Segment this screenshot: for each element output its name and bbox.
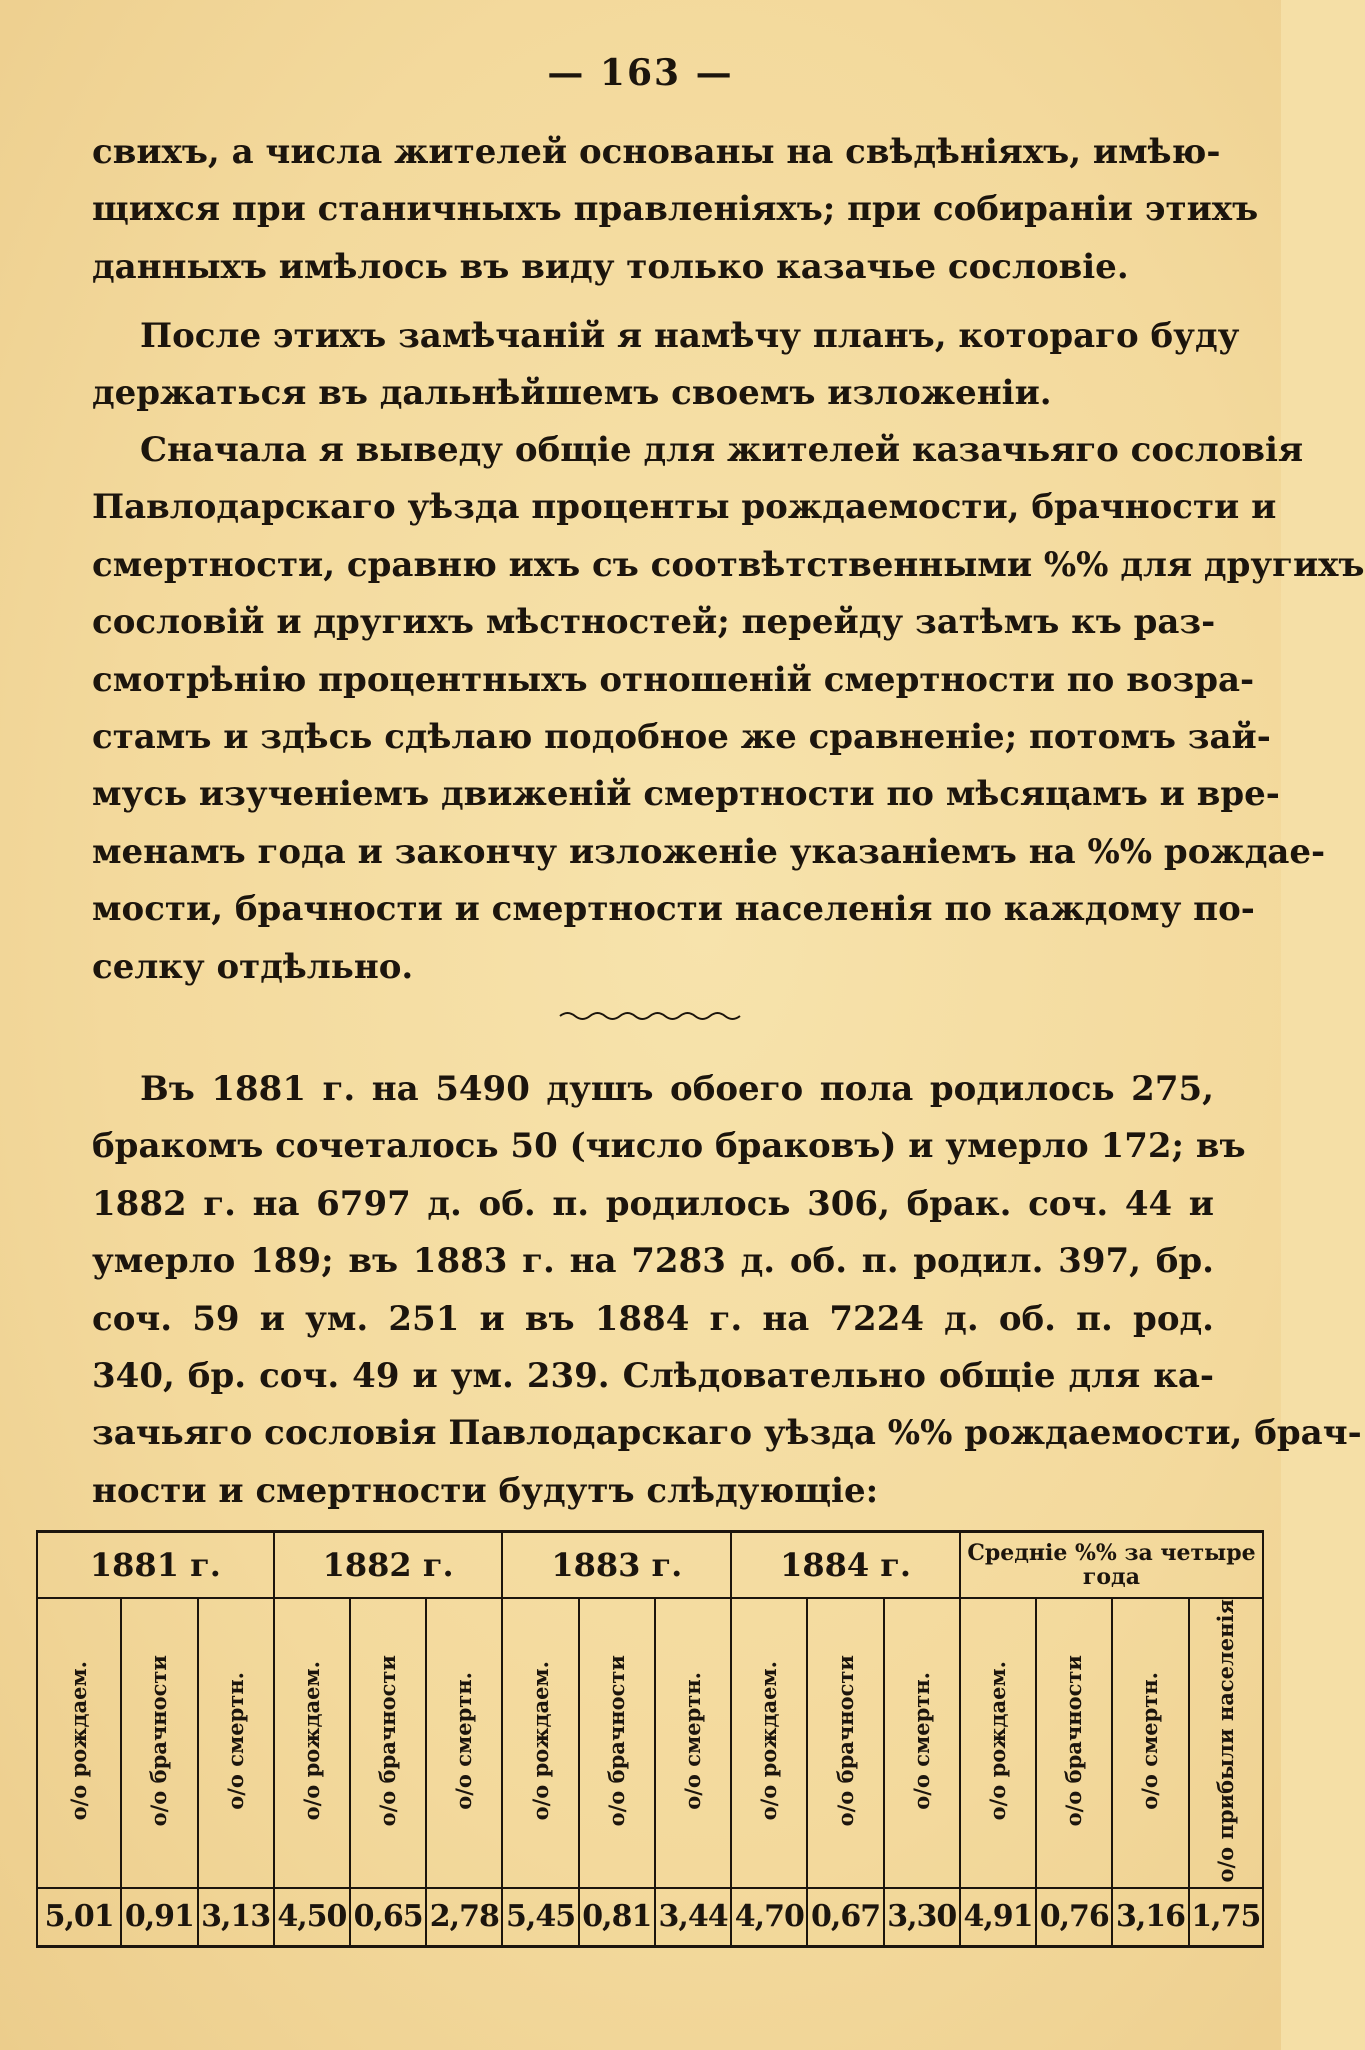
- text-line: умерло 189; въ 1883 г. на 7283 д. об. п. родил. 397, бр.: [92, 1241, 1214, 1282]
- text-line: После этихъ замѣчаній я намѣчу планъ, котораго буду: [140, 316, 1240, 356]
- text-line: соч. 59 и ум. 251 и въ 1884 г. на 7224 д. об. п. род.: [92, 1298, 1214, 1339]
- text-line: Въ 1881 г. на 5490 душъ обоего пола родилось 275,: [140, 1069, 1214, 1109]
- table-cell: 0,76: [1036, 1888, 1112, 1947]
- text-line: Павлодарскаго уѣзда проценты рождаемости, брачности и: [92, 487, 1277, 528]
- text-line: ности и смертности будутъ слѣдующіе:: [92, 1470, 879, 1511]
- subheader-death-rate: о/о смертн.: [426, 1598, 502, 1888]
- text-line: смертности, сравню ихъ съ соотвѣтственными %% для другихъ: [92, 544, 1365, 585]
- table-cell: 0,91: [121, 1888, 197, 1947]
- subheader-birth-rate: о/о рождаем.: [960, 1598, 1036, 1888]
- subheader-population-growth: о/о прибыли населенія: [1189, 1598, 1263, 1888]
- subheader-marriage-rate: о/о брачности: [121, 1598, 197, 1888]
- text-line: 1882 г. на 6797 д. об. п. родилось 306, брак. соч. 44 и: [92, 1183, 1214, 1224]
- table-cell: 4,91: [960, 1888, 1036, 1947]
- column-header-1881: 1881 г.: [37, 1532, 274, 1599]
- table-cell: 5,01: [37, 1888, 121, 1947]
- text-line: щихся при станичныхъ правленіяхъ; при собираніи этихъ: [92, 189, 1259, 230]
- text-line: стамъ и здѣсь сдѣлаю подобное же сравненіе; потомъ зай-: [92, 716, 1271, 757]
- table-cell: 3,30: [884, 1888, 960, 1947]
- table-cell: 2,78: [426, 1888, 502, 1947]
- table-cell: 4,70: [731, 1888, 807, 1947]
- column-header-average: Средніе %% за четыре года: [960, 1532, 1263, 1599]
- text-line: мости, брачности и смертности населенія по каждому по-: [92, 889, 1255, 930]
- paragraph-data: [92, 1061, 1362, 1520]
- subheader-marriage-rate: о/о брачности: [579, 1598, 655, 1888]
- text-line: мусь изученіемъ движеній смертности по мѣсяцамъ и вре-: [92, 774, 1280, 815]
- table-header-row: [37, 1532, 1263, 1599]
- table-row: [37, 1888, 1263, 1947]
- table-cell: 3,44: [655, 1888, 731, 1947]
- subheader-birth-rate: о/о рождаем.: [731, 1598, 807, 1888]
- subheader-birth-rate: о/о рождаем.: [37, 1598, 121, 1888]
- text-line: зачьяго сословія Павлодарскаго уѣзда %% рождаемости, брач-: [92, 1413, 1362, 1454]
- subheader-birth-rate: о/о рождаем.: [502, 1598, 578, 1888]
- text-line: селку отдѣльно.: [92, 946, 414, 987]
- paragraph-plan: [92, 422, 1365, 996]
- subheader-death-rate: о/о смертн.: [655, 1598, 731, 1888]
- text-line: Сначала я выведу общіе для жителей казачьяго сословія: [140, 430, 1304, 470]
- text-line: свихъ, а числа жителей основаны на свѣдѣніяхъ, имѣю-: [92, 132, 1221, 172]
- table-cell: 0,65: [350, 1888, 426, 1947]
- paragraph-plan-intro: [92, 308, 1240, 423]
- text-line: данныхъ имѣлось въ виду только казачье сословіе.: [92, 246, 1129, 287]
- statistics-table: [36, 1530, 1264, 1948]
- paragraph-continued: [92, 124, 1259, 296]
- table-subheader-row: [37, 1598, 1263, 1888]
- table-cell: 3,13: [198, 1888, 274, 1947]
- subheader-death-rate: о/о смертн.: [1112, 1598, 1188, 1888]
- table-cell: 1,75: [1189, 1888, 1263, 1947]
- table-cell: 5,45: [502, 1888, 578, 1947]
- column-header-1884: 1884 г.: [731, 1532, 960, 1599]
- text-line: держаться въ дальнѣйшемъ своемъ изложеніи.: [92, 373, 1052, 414]
- page-number: — 163 —: [547, 52, 734, 94]
- subheader-death-rate: о/о смертн.: [884, 1598, 960, 1888]
- text-line: менамъ года и закончу изложеніе указаніемъ на %% рождае-: [92, 831, 1326, 872]
- table-cell: 0,81: [579, 1888, 655, 1947]
- subheader-death-rate: о/о смертн.: [198, 1598, 274, 1888]
- text-line: смотрѣнію процентныхъ отношеній смертности по возра-: [92, 659, 1255, 700]
- subheader-marriage-rate: о/о брачности: [350, 1598, 426, 1888]
- text-line: сословій и другихъ мѣстностей; перейду затѣмъ къ раз-: [92, 602, 1216, 643]
- subheader-birth-rate: о/о рождаем.: [274, 1598, 350, 1888]
- text-line: бракомъ сочеталось 50 (число браковъ) и умерло 172; въ: [92, 1126, 1246, 1167]
- column-header-1883: 1883 г.: [502, 1532, 731, 1599]
- subheader-marriage-rate: о/о брачности: [1036, 1598, 1112, 1888]
- subheader-marriage-rate: о/о брачности: [807, 1598, 883, 1888]
- table-cell: 3,16: [1112, 1888, 1188, 1947]
- column-header-1882: 1882 г.: [274, 1532, 503, 1599]
- text-line: 340, бр. соч. 49 и ум. 239. Слѣдовательно общіе для ка-: [92, 1355, 1214, 1396]
- section-divider: [560, 1010, 740, 1022]
- table-cell: 0,67: [807, 1888, 883, 1947]
- table-cell: 4,50: [274, 1888, 350, 1947]
